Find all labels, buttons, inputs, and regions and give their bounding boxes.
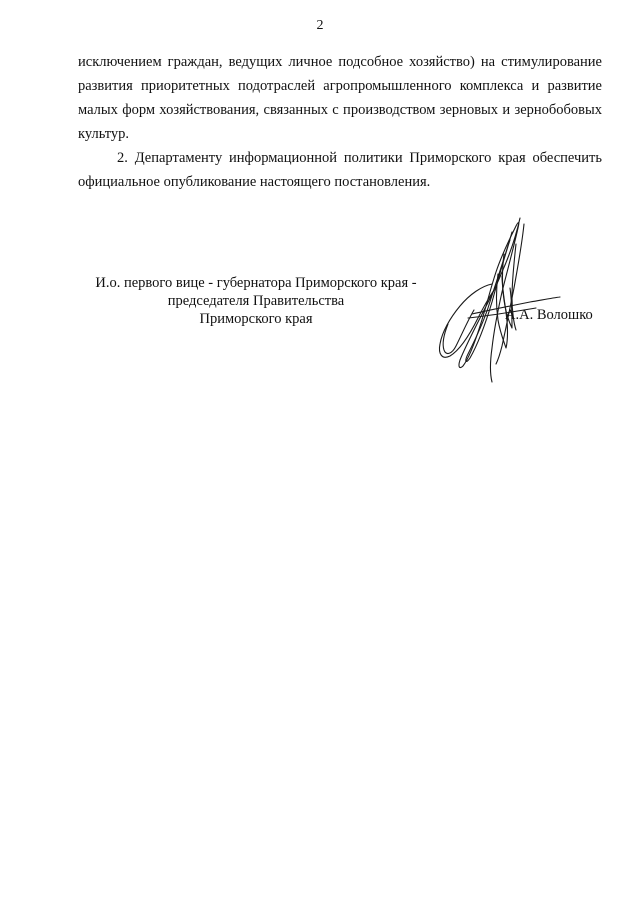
paragraph-continuation: исключением граждан, ведущих личное подсобное хозяйство) на стимулирование развития приоритетных подотраслей агропромышленного комплекса и развитие малых форм хозяйствования, связанных с производством зерновых и зернобобовых культур. xyxy=(78,54,602,142)
paragraph-publication-order: 2. Департаменту информационной политики Приморского края обеспечить официальное опубликование настоящего постановления. xyxy=(78,150,602,190)
body-text xyxy=(78,50,602,194)
signature-icon xyxy=(432,214,562,386)
signatory-title-line: Приморского края xyxy=(199,311,313,327)
signatory-title-line: председателя Правительства xyxy=(167,293,345,309)
page-number: 2 xyxy=(316,18,324,33)
signatory-title-line: И.о. первого вице - губернатора Приморского края - xyxy=(95,275,417,291)
signatory-name: А.А. Волошко xyxy=(505,307,593,323)
signatory-title xyxy=(78,274,434,328)
